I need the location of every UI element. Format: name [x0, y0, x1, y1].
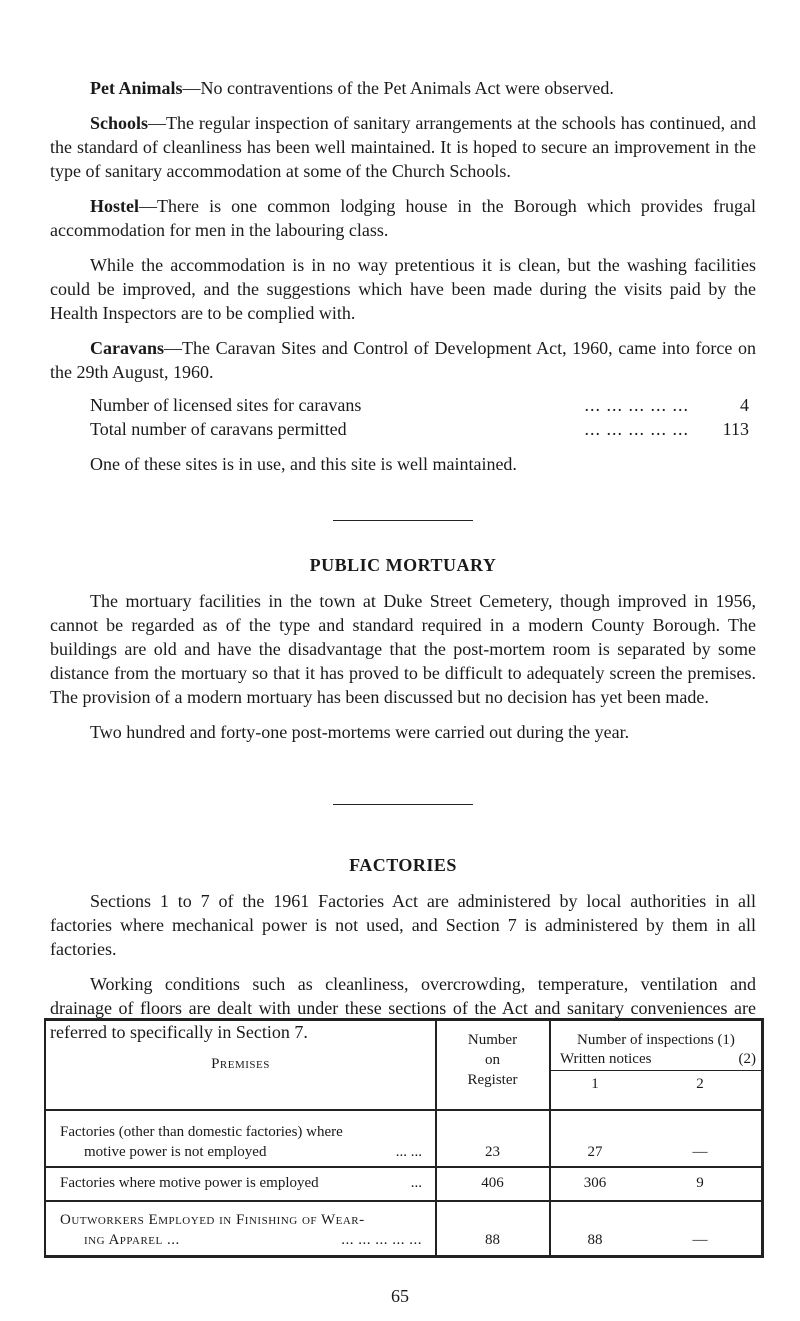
header-premises: Premises: [211, 1056, 270, 1072]
notices-value: —: [692, 1144, 708, 1160]
inspections-value: 27: [587, 1144, 603, 1160]
schools-paragraph: [50, 111, 756, 183]
pet-animals-text: —No contraventions of the Pet Animals Act were observed.: [182, 78, 614, 98]
hostel-paragraph-2: While the accommodation is in no way pretentious it is clean, but the washing facilities could be improved, and the suggestions which have been made during the visits paid by the Health Inspectors are to be complied with.: [50, 255, 756, 323]
register-value: 406: [481, 1175, 504, 1191]
header-notices-label: Written notices: [560, 1051, 652, 1067]
stat-dots: ... ... ... ... ...: [584, 419, 689, 439]
section-divider: [333, 520, 473, 521]
factories-paragraph-2: Working conditions such as cleanliness, overcrowding, temperature, ventilation and drainage of floors are dealt with under these sections of the Act and sanitary conveniences are referred to specifically in Section 7.: [50, 974, 756, 1042]
caravans-text: —The Caravan Sites and Control of Development Act, 1960, came into force on the 29th August, 1960.: [50, 338, 756, 382]
mortuary-paragraph-1: The mortuary facilities in the town at Duke Street Cemetery, though improved in 1956, cannot be regarded as of the type and standard required in a modern County Borough. The buildings are old and have the disadvantage that the post-mortem room is separated by some distance from the mortuary so that it has proved to be difficult to adequately screen the premises. The provision of a modern mortuary has been discussed but no decision has yet been made.: [50, 591, 756, 707]
premises-line: ing Apparel ... ... ... ... ... ...: [84, 1232, 422, 1248]
table-divider: [46, 1200, 764, 1202]
register-value: 88: [485, 1232, 500, 1248]
header-notices: [560, 1049, 756, 1069]
schools-text: —The regular inspection of sanitary arrangements at the schools has continued, and the standard of cleanliness has been well maintained. It is hoped to secure an improvement in the type of sanitary accommodation at some of the Church Schools.: [50, 113, 756, 181]
table-divider: [46, 1109, 764, 1111]
premises-line: Outworkers Employed in Finishing of Wear-: [60, 1212, 365, 1228]
hostel-paragraph: [50, 194, 756, 242]
factories-heading: FACTORIES: [349, 855, 457, 875]
caravan-stat-row: [90, 393, 749, 417]
header-register-line: Register: [467, 1072, 518, 1088]
table-divider: [46, 1166, 764, 1168]
pet-animals-lead: Pet Animals: [90, 78, 183, 98]
header-register: [436, 1030, 549, 1090]
subheader-1: 1: [591, 1076, 599, 1092]
schools-lead: Schools: [90, 113, 149, 133]
caravan-stat-row: [90, 417, 749, 441]
mortuary-paragraph-2: Two hundred and forty-one post-mortems were carried out during the year.: [90, 722, 630, 742]
inspections-value: 306: [583, 1175, 607, 1191]
factories-paragraph-1: Sections 1 to 7 of the 1961 Factories Act are administered by local authorities in all factories where mechanical power is not used, and Section 7 is administered by them in all factories.: [50, 891, 756, 959]
stat-dots: ... ... ... ... ...: [584, 395, 689, 415]
hostel-lead: Hostel: [90, 196, 139, 216]
table-divider: [549, 1018, 551, 1258]
table-row: [60, 1122, 430, 1162]
caravans-note: One of these sites is in use, and this site is well maintained.: [90, 454, 517, 474]
section-divider: [333, 804, 473, 805]
inspections-value: 88: [587, 1232, 603, 1248]
page-number: 65: [391, 1286, 409, 1306]
header-inspections: Number of inspections (1): [577, 1032, 735, 1048]
page-body: [50, 76, 756, 1055]
subheader-2: 2: [696, 1076, 704, 1092]
table-row: [60, 1173, 430, 1193]
notices-value: —: [692, 1232, 708, 1248]
premises-dots: ...: [410, 1175, 422, 1191]
stat-label: Number of licensed sites for caravans: [90, 395, 362, 415]
mortuary-heading: PUBLIC MORTUARY: [309, 555, 497, 575]
header-register-line: on: [485, 1052, 500, 1068]
caravans-lead: Caravans: [90, 338, 165, 358]
premises-line: Factories (other than domestic factories) where: [60, 1124, 343, 1140]
header-notices-num: (2): [738, 1051, 756, 1067]
premises-line: Factories where motive power is employed: [60, 1175, 319, 1191]
pet-animals-paragraph: [50, 76, 756, 100]
notices-value: 9: [696, 1175, 704, 1191]
table-row: [60, 1210, 430, 1250]
stat-value: 4: [740, 395, 749, 415]
register-value: 23: [485, 1144, 500, 1160]
caravans-paragraph: [50, 336, 756, 384]
premises-line: motive power is not employed ... ...: [84, 1144, 422, 1160]
hostel-text: —There is one common lodging house in the Borough which provides frugal accommodation for men in the labouring class.: [50, 196, 756, 240]
table-divider: [550, 1070, 762, 1071]
stat-value: 113: [722, 419, 749, 439]
header-register-line: Number: [467, 1032, 518, 1048]
stat-label: Total number of caravans permitted: [90, 419, 347, 439]
